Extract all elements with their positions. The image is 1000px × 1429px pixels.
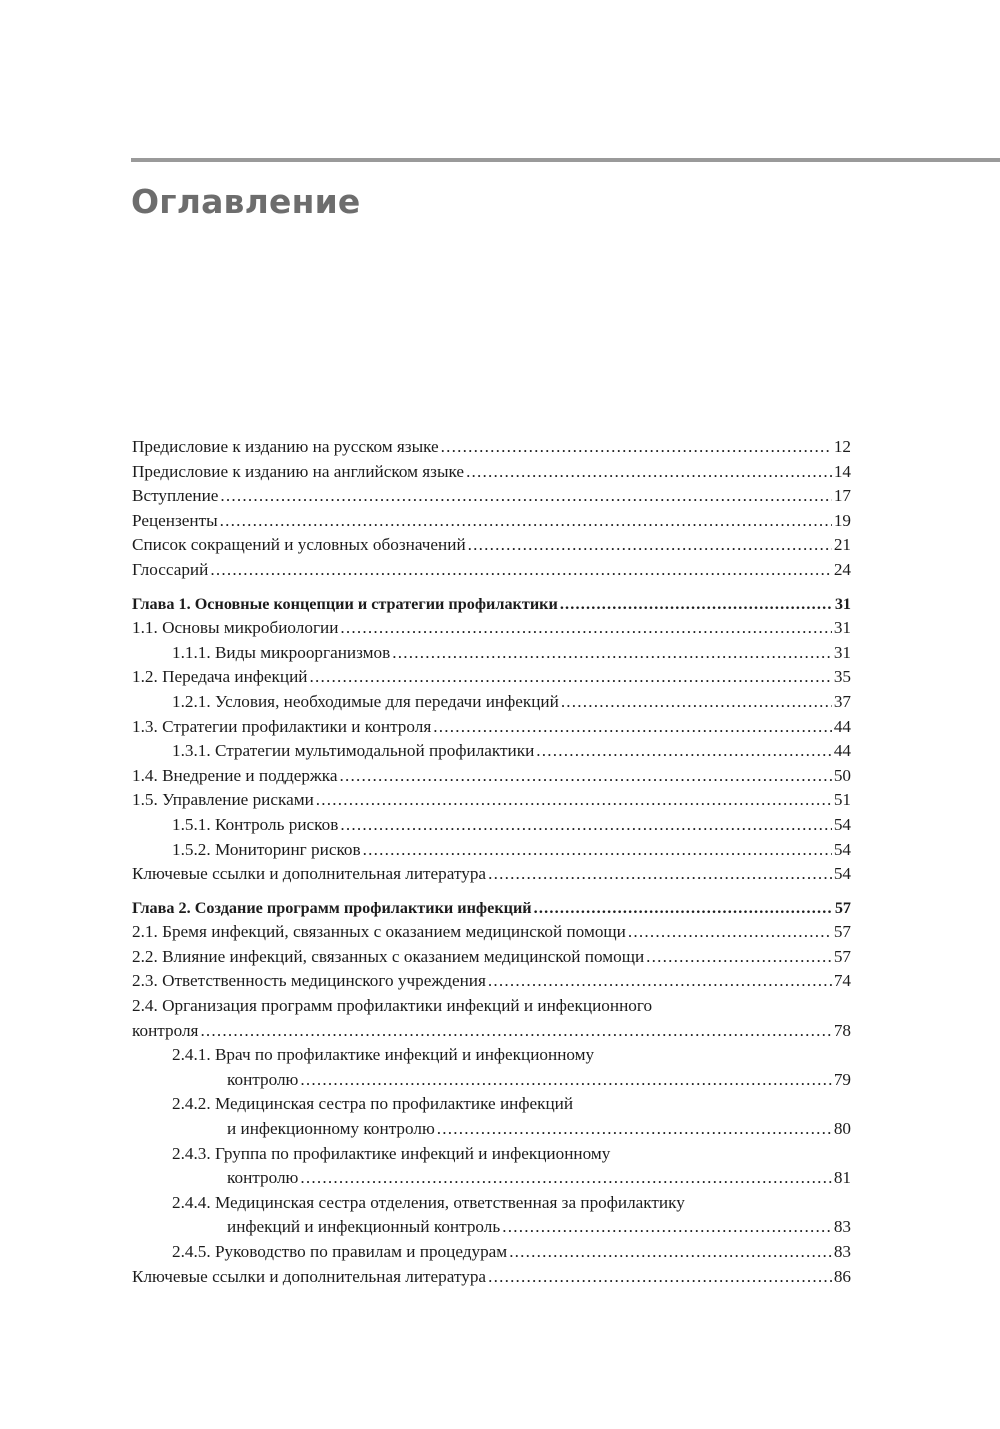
dot-leader [340, 813, 831, 838]
dot-leader [220, 509, 832, 534]
toc-subentry[interactable] [132, 1191, 851, 1240]
toc-entry-title: Предисловие к изданию на русском языке [132, 437, 439, 456]
toc-entry-title-continued: инфекций и инфекционный контроль [227, 1217, 501, 1237]
toc-page-number: 14 [833, 461, 851, 481]
toc-subentry[interactable] [132, 739, 851, 764]
toc-entry-title-continued: и инфекционному контролю [227, 1119, 435, 1139]
dot-leader [628, 920, 832, 945]
toc-page-number: 17 [833, 486, 851, 506]
page-title: Оглавление [131, 182, 361, 221]
toc-subentry[interactable] [132, 690, 851, 715]
toc-entry-title: Предисловие к изданию на английском языке [132, 461, 465, 481]
toc-entry[interactable] [132, 994, 851, 1043]
toc-entry-title: Глава 1. Основные концепции и стратегии профилактики [132, 594, 558, 613]
toc-entry[interactable] [132, 945, 851, 970]
toc-entry-title: 1.1.1. Виды микроорганизмов [172, 642, 391, 662]
toc-entry-title: 2.4.5. Руководство по правилам и процедурам [172, 1242, 508, 1261]
toc-entry[interactable] [132, 920, 851, 945]
toc-chapter-entry[interactable] [132, 896, 851, 921]
dot-leader [220, 484, 831, 509]
toc-subentry[interactable] [132, 1240, 851, 1265]
toc-entry-title: 2.3. Ответственность медицинского учреждения [132, 971, 486, 991]
toc-page-number: 79 [833, 1069, 851, 1089]
toc-entry[interactable] [132, 715, 851, 740]
toc-entry-title: 1.5. Управление рисками [132, 790, 314, 810]
toc-entry-title: 1.3.1. Стратегии мультимодальной профилактики [172, 741, 535, 761]
toc-page-number: 21 [833, 535, 851, 555]
toc-page-number: 86 [833, 1266, 851, 1286]
dot-leader [561, 690, 832, 715]
toc-entry[interactable] [132, 558, 851, 583]
toc-entry-title: 2.4.3. Группа по профилактике инфекций и инфекционному [172, 1143, 611, 1163]
toc-page-number: 57 [834, 898, 851, 917]
toc-entry-title: 1.5.1. Контроль рисков [172, 814, 339, 834]
toc-entry-title-continued: контролю [227, 1168, 299, 1188]
toc-subentry[interactable] [132, 813, 851, 838]
dot-leader [309, 665, 831, 690]
toc-entry-title-continued: контроля [132, 1020, 199, 1040]
toc-entry[interactable] [132, 969, 851, 994]
dot-leader [363, 838, 832, 863]
toc-page-number: 74 [833, 971, 851, 991]
dot-leader [466, 460, 832, 485]
toc-page-number: 24 [833, 559, 851, 579]
toc-page-number: 81 [833, 1168, 851, 1188]
toc-chapter-entry[interactable] [132, 592, 851, 617]
toc-page-number: 35 [833, 667, 851, 687]
toc-entry-title: 2.4.1. Врач по профилактике инфекций и инфекционному [172, 1045, 595, 1065]
toc-page-number: 19 [833, 510, 851, 530]
toc-entry[interactable] [132, 764, 851, 789]
toc-entry-title: Рецензенты [132, 510, 218, 530]
toc-subentry[interactable] [132, 1092, 851, 1141]
dot-leader [488, 862, 832, 887]
dot-leader [437, 1117, 832, 1142]
toc-entry[interactable] [132, 460, 851, 485]
dot-leader [340, 616, 831, 641]
dot-leader [536, 739, 832, 764]
toc-page-number: 80 [833, 1119, 851, 1139]
dot-leader [502, 1215, 832, 1240]
toc-entry[interactable] [132, 788, 851, 813]
dot-leader [509, 1240, 832, 1265]
dot-leader [560, 592, 833, 617]
toc-page-number: 78 [833, 1020, 851, 1040]
toc-page-number: 83 [833, 1242, 851, 1261]
toc-subentry[interactable] [132, 1142, 851, 1191]
toc-entry-title-continued: контролю [227, 1069, 299, 1089]
toc-entry-title: 1.3. Стратегии профилактики и контроля [132, 716, 432, 736]
toc-entry[interactable] [132, 484, 851, 509]
toc-entry[interactable] [132, 509, 851, 534]
dot-leader [534, 896, 833, 921]
toc-entry-title: Список сокращений и условных обозначений [132, 535, 466, 555]
toc-page-number: 50 [833, 765, 851, 785]
toc-subentry[interactable] [132, 641, 851, 666]
toc-page-number: 57 [833, 922, 851, 942]
dot-leader [316, 788, 832, 813]
table-of-contents [132, 435, 851, 1289]
dot-leader [200, 1019, 831, 1044]
dot-leader [468, 533, 832, 558]
toc-page-number: 54 [833, 814, 851, 834]
toc-page-number: 57 [833, 946, 851, 966]
toc-subentry[interactable] [132, 1043, 851, 1092]
toc-entry-title: Глава 2. Создание программ профилактики инфекций [132, 898, 532, 917]
toc-page-number: 31 [834, 594, 851, 613]
dot-leader [340, 764, 832, 789]
toc-entry-title: Глоссарий [132, 559, 209, 579]
dot-leader [392, 641, 832, 666]
toc-entry[interactable] [132, 665, 851, 690]
toc-page-number: 83 [833, 1217, 851, 1237]
toc-entry-title: 1.4. Внедрение и поддержка [132, 765, 338, 785]
toc-entry-title: 2.4.4. Медицинская сестра отделения, ответственная за профилактику [172, 1192, 685, 1212]
toc-entry-title: Вступление [132, 486, 219, 506]
toc-entry[interactable] [132, 1265, 851, 1290]
toc-page-number: 31 [833, 642, 851, 662]
toc-page-number: 54 [833, 839, 851, 859]
toc-entry[interactable] [132, 533, 851, 558]
toc-entry[interactable] [132, 616, 851, 641]
toc-entry-title: 1.2.1. Условия, необходимые для передачи инфекций [172, 691, 559, 711]
dot-leader [488, 1265, 832, 1290]
toc-entry-title: Ключевые ссылки и дополнительная литература [132, 864, 487, 884]
toc-entry-title: 1.5.2. Мониторинг рисков [172, 839, 361, 859]
toc-page-number: 31 [833, 618, 851, 638]
toc-entry[interactable] [132, 862, 851, 887]
dot-leader [441, 435, 832, 460]
dot-leader [210, 558, 831, 583]
dot-leader [488, 969, 832, 994]
toc-entry-title: 2.4. Организация программ профилактики инфекций и инфекционного [132, 996, 653, 1016]
dot-leader [300, 1068, 831, 1093]
toc-page-number: 12 [833, 437, 851, 456]
toc-entry-title: 2.4.2. Медицинская сестра по профилактике инфекций [172, 1094, 574, 1114]
toc-entry-title: 1.2. Передача инфекций [132, 667, 308, 687]
toc-subentry[interactable] [132, 838, 851, 863]
toc-page-number: 51 [833, 790, 851, 810]
dot-leader [300, 1166, 831, 1191]
dot-leader [433, 715, 832, 740]
header-rule [131, 158, 1000, 162]
toc-entry-title: 2.1. Бремя инфекций, связанных с оказанием медицинской помощи [132, 922, 626, 942]
toc-page-number: 44 [833, 741, 851, 761]
toc-entry-title: 2.2. Влияние инфекций, связанных с оказанием медицинской помощи [132, 946, 645, 966]
dot-leader [646, 945, 832, 970]
toc-page-number: 37 [833, 691, 851, 711]
toc-page-number: 54 [833, 864, 851, 884]
toc-entry-title: 1.1. Основы микробиологии [132, 618, 339, 638]
toc-entry[interactable] [132, 435, 851, 460]
toc-page-number: 44 [833, 716, 851, 736]
toc-entry-title: Ключевые ссылки и дополнительная литература [132, 1266, 487, 1286]
